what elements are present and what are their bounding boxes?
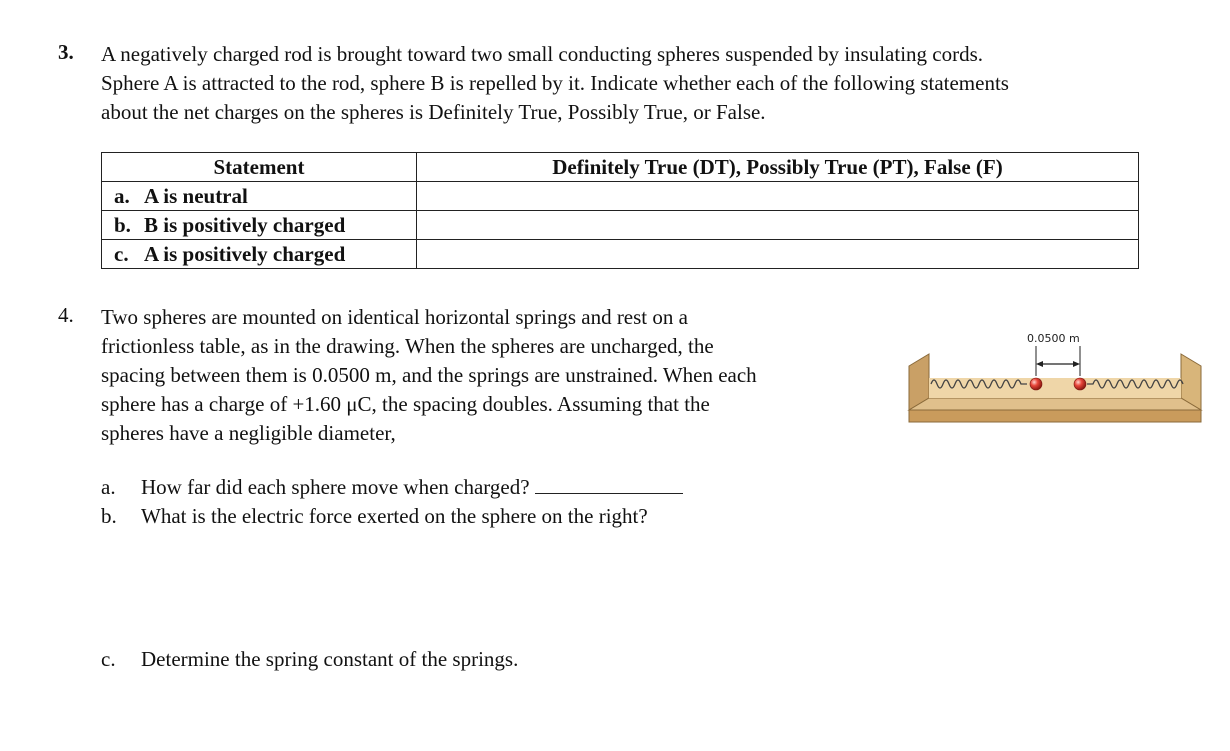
part-letter: c. xyxy=(101,647,116,671)
question-4-line: spheres have a negligible diameter, xyxy=(101,421,396,445)
question-4-line: Two spheres are mounted on identical horizontal springs and rest on a xyxy=(101,305,688,329)
statement-table xyxy=(101,152,1139,269)
question-4-line: spacing between them is 0.0500 m, and the springs are unstrained. When each xyxy=(101,363,757,387)
question-4-line: sphere has a charge of +1.60 μC, the spacing doubles. Assuming that the xyxy=(101,392,710,416)
part-letter: b. xyxy=(101,504,117,528)
statement-header: Statement xyxy=(102,153,417,182)
question-3-line: about the net charges on the spheres is Definitely True, Possibly True, or False. xyxy=(101,100,766,124)
answer-cell[interactable] xyxy=(417,240,1139,269)
question-3-text xyxy=(101,40,1009,127)
table-row xyxy=(102,182,1139,211)
answer-cell[interactable] xyxy=(417,182,1139,211)
part-letter: a. xyxy=(101,475,116,499)
question-4-part-c xyxy=(101,647,518,672)
question-4-text xyxy=(101,303,757,448)
question-4-line: frictionless table, as in the drawing. When the spheres are uncharged, the xyxy=(101,334,714,358)
spring-spheres-diagram xyxy=(905,326,1205,426)
table-header-row xyxy=(102,153,1139,182)
question-4-number: 4. xyxy=(58,303,74,327)
row-letter: a. xyxy=(114,183,130,208)
answer-blank[interactable] xyxy=(535,475,683,494)
table-row xyxy=(102,211,1139,240)
answer-cell[interactable] xyxy=(417,211,1139,240)
statement-cell xyxy=(102,211,417,240)
row-statement: B is positively charged xyxy=(144,212,346,237)
part-text: How far did each sphere move when charged? xyxy=(141,475,530,499)
row-statement: A is positively charged xyxy=(144,241,346,266)
question-4-part-a xyxy=(101,475,683,500)
statement-cell xyxy=(102,240,417,269)
answer-header: Definitely True (DT), Possibly True (PT), False (F) xyxy=(417,153,1139,182)
question-3-number: 3. xyxy=(58,40,74,64)
question-3-line: A negatively charged rod is brought toward two small conducting spheres suspended by insulating cords. xyxy=(101,42,984,66)
row-statement: A is neutral xyxy=(144,183,248,208)
part-text: What is the electric force exerted on the sphere on the right? xyxy=(141,504,648,528)
row-letter: b. xyxy=(114,212,131,237)
table-row xyxy=(102,240,1139,269)
svg-text:0.0500 m: 0.0500 m xyxy=(1027,332,1080,345)
question-3-line: Sphere A is attracted to the rod, sphere B is repelled by it. Indicate whether each of the following statements xyxy=(101,71,1009,95)
row-letter: c. xyxy=(114,241,129,266)
part-text: Determine the spring constant of the springs. xyxy=(141,647,519,671)
statement-cell xyxy=(102,182,417,211)
question-4-part-b xyxy=(101,504,648,529)
